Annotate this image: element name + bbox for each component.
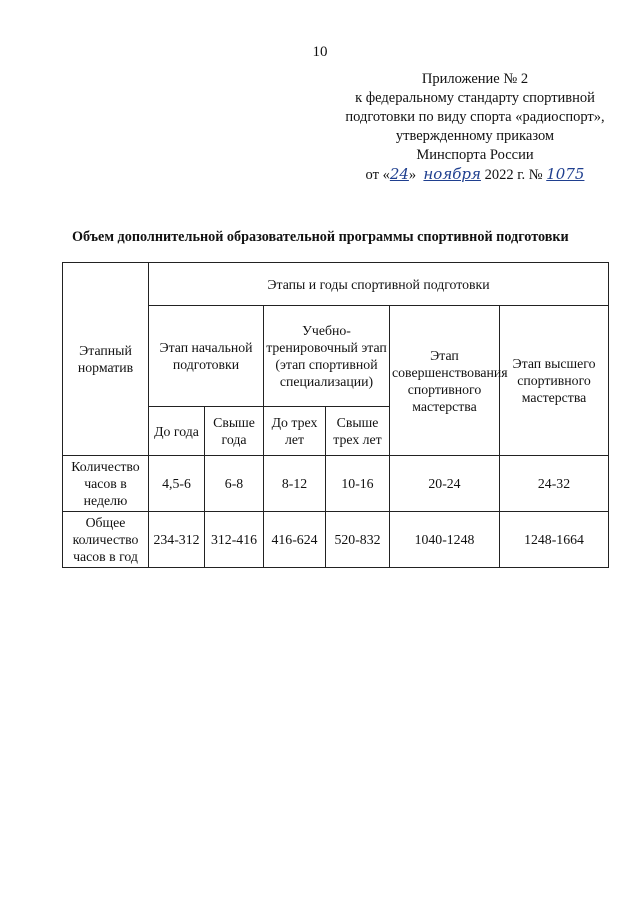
order-date-line bbox=[330, 165, 620, 185]
handwritten-day: 24 bbox=[389, 165, 409, 183]
table-row bbox=[63, 456, 609, 512]
handwritten-order-number: 1075 bbox=[546, 165, 585, 183]
appendix-block bbox=[330, 70, 620, 185]
table-cell: 520-832 bbox=[326, 512, 390, 568]
stage-header: Этап высшего спортивного мастерства bbox=[500, 306, 609, 456]
group-header: Этапы и годы спортивной подготовки bbox=[149, 263, 609, 306]
subcol-header: Свыше года bbox=[205, 407, 264, 456]
stage-header: Учебно-тренировочный этап (этап спортивной специализации) bbox=[264, 306, 390, 407]
date-year: 2022 г. № bbox=[484, 167, 543, 183]
table-cell: 4,5-6 bbox=[149, 456, 205, 512]
table-row bbox=[63, 512, 609, 568]
document-title: Объем дополнительной образовательной программы спортивной подготовки bbox=[72, 229, 569, 245]
subcol-header: Свыше трех лет bbox=[326, 407, 390, 456]
table-cell: 416-624 bbox=[264, 512, 326, 568]
table-cell: 1040-1248 bbox=[390, 512, 500, 568]
page-number: 10 bbox=[312, 44, 328, 60]
table-cell: 8-12 bbox=[264, 456, 326, 512]
stage-header: Этап совершенствования спортивного мастерства bbox=[390, 306, 500, 456]
table-cell: 312-416 bbox=[205, 512, 264, 568]
appendix-line: утвержденному приказом bbox=[395, 128, 555, 144]
corner-header: Этапный норматив bbox=[63, 263, 149, 456]
table-cell: 24-32 bbox=[500, 456, 609, 512]
norms-table bbox=[62, 262, 609, 568]
subcol-header: До года bbox=[149, 407, 205, 456]
table-cell: 10-16 bbox=[326, 456, 390, 512]
table-header-row bbox=[63, 263, 609, 306]
date-prefix: от « bbox=[365, 167, 390, 183]
date-mid: » bbox=[408, 167, 417, 183]
appendix-line: подготовки по виду спорта «радиоспорт», bbox=[345, 109, 605, 125]
row-label: Общее количество часов в год bbox=[63, 512, 149, 568]
subcol-header: До трех лет bbox=[264, 407, 326, 456]
handwritten-month: ноября bbox=[423, 165, 481, 183]
table-cell: 20-24 bbox=[390, 456, 500, 512]
table-cell: 6-8 bbox=[205, 456, 264, 512]
row-label: Количество часов в неделю bbox=[63, 456, 149, 512]
table-cell: 234-312 bbox=[149, 512, 205, 568]
stage-header: Этап начальной подготовки bbox=[149, 306, 264, 407]
appendix-line: Минспорта России bbox=[416, 147, 534, 163]
appendix-line: к федеральному стандарту спортивной bbox=[355, 90, 595, 106]
table-cell: 1248-1664 bbox=[500, 512, 609, 568]
appendix-line: Приложение № 2 bbox=[421, 71, 529, 87]
